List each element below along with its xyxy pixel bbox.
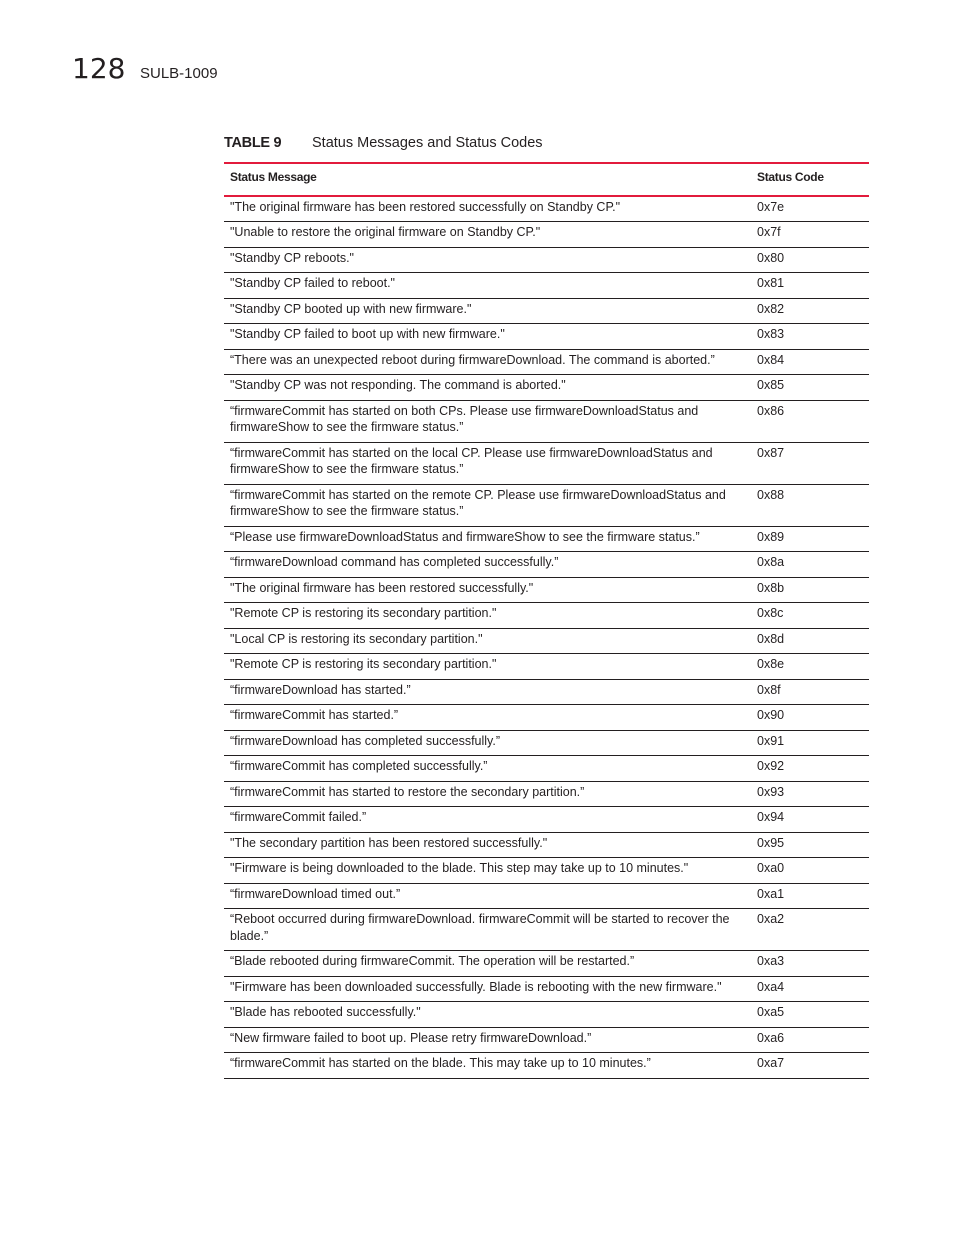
status-code-cell: 0x87 [751, 442, 869, 484]
table-row [224, 400, 869, 442]
status-message-cell: "Standby CP reboots." [224, 247, 751, 273]
column-header-status-message: Status Message [230, 170, 317, 184]
table-label: TABLE 9 [224, 135, 282, 151]
status-message-cell: “firmwareCommit has started on the blade. This may take up to 10 minutes.” [224, 1053, 751, 1079]
table-row [224, 552, 869, 578]
status-message-cell: "The original firmware has been restored successfully." [224, 577, 751, 603]
table-title: Status Messages and Status Codes [312, 135, 543, 151]
status-code-cell: 0x8a [751, 552, 869, 578]
status-code-cell: 0x93 [751, 781, 869, 807]
table-row [224, 858, 869, 884]
status-message-cell: “firmwareCommit has completed successfully.” [224, 756, 751, 782]
status-code-cell: 0x94 [751, 807, 869, 833]
status-code-cell: 0x91 [751, 730, 869, 756]
table-row [224, 883, 869, 909]
table-row [224, 577, 869, 603]
status-code-cell: 0x7f [751, 222, 869, 248]
table-row [224, 442, 869, 484]
status-message-cell: "Firmware is being downloaded to the blade. This step may take up to 10 minutes." [224, 858, 751, 884]
status-message-cell: “firmwareCommit has started to restore the secondary partition.” [224, 781, 751, 807]
status-message-cell: “Blade rebooted during firmwareCommit. The operation will be restarted.” [224, 951, 751, 977]
status-message-cell: "Local CP is restoring its secondary partition." [224, 628, 751, 654]
status-code-cell: 0x8d [751, 628, 869, 654]
status-message-cell: "Remote CP is restoring its secondary partition." [224, 654, 751, 680]
table-row [224, 781, 869, 807]
status-message-cell: "Firmware has been downloaded successfully. Blade is rebooting with the new firmware." [224, 976, 751, 1002]
table-row [224, 1027, 869, 1053]
table-row [224, 484, 869, 526]
table-row [224, 526, 869, 552]
table-row [224, 298, 869, 324]
status-message-cell: “firmwareDownload has started.” [224, 679, 751, 705]
table-body [224, 196, 869, 1079]
table-row [224, 247, 869, 273]
status-code-cell: 0x81 [751, 273, 869, 299]
status-code-cell: 0x8f [751, 679, 869, 705]
status-code-cell: 0x82 [751, 298, 869, 324]
status-message-cell: “firmwareCommit has started on both CPs. Please use firmwareDownloadStatus and firmwareShow to see the firmware status.” [224, 400, 751, 442]
table-row [224, 1053, 869, 1079]
status-code-cell: 0xa6 [751, 1027, 869, 1053]
status-code-cell: 0xa7 [751, 1053, 869, 1079]
status-code-cell: 0xa0 [751, 858, 869, 884]
status-code-cell: 0x86 [751, 400, 869, 442]
table-row [224, 273, 869, 299]
status-code-cell: 0x7e [751, 196, 869, 222]
status-message-cell: "Standby CP booted up with new firmware." [224, 298, 751, 324]
status-code-cell: 0xa5 [751, 1002, 869, 1028]
status-code-cell: 0x89 [751, 526, 869, 552]
table-row [224, 628, 869, 654]
table-row [224, 196, 869, 222]
status-message-cell: "Unable to restore the original firmware on Standby CP." [224, 222, 751, 248]
table-row [224, 375, 869, 401]
table-row [224, 654, 869, 680]
status-message-cell: “firmwareCommit has started on the local CP. Please use firmwareDownloadStatus and firmwareShow to see the firmware status.” [224, 442, 751, 484]
table-row [224, 222, 869, 248]
table-row [224, 756, 869, 782]
status-code-cell: 0x95 [751, 832, 869, 858]
status-message-cell: “firmwareDownload has completed successfully.” [224, 730, 751, 756]
status-code-cell: 0xa1 [751, 883, 869, 909]
status-code-cell: 0x92 [751, 756, 869, 782]
column-header-status-code: Status Code [757, 170, 824, 184]
status-message-cell: "Remote CP is restoring its secondary partition." [224, 603, 751, 629]
status-message-cell: "The original firmware has been restored successfully on Standby CP." [224, 196, 751, 222]
status-message-cell: “firmwareDownload timed out.” [224, 883, 751, 909]
status-message-cell: "Standby CP was not responding. The command is aborted." [224, 375, 751, 401]
status-message-cell: “There was an unexpected reboot during firmwareDownload. The command is aborted.” [224, 349, 751, 375]
status-message-cell: "Standby CP failed to boot up with new firmware." [224, 324, 751, 350]
status-code-cell: 0x8c [751, 603, 869, 629]
table-row [224, 705, 869, 731]
status-code-cell: 0x85 [751, 375, 869, 401]
table-caption [224, 135, 869, 151]
status-code-cell: 0x83 [751, 324, 869, 350]
table-header-row [224, 163, 869, 196]
table-row [224, 832, 869, 858]
status-code-cell: 0xa3 [751, 951, 869, 977]
status-code-cell: 0x8e [751, 654, 869, 680]
status-message-cell: "Blade has rebooted successfully." [224, 1002, 751, 1028]
table-row [224, 349, 869, 375]
status-message-cell: “Reboot occurred during firmwareDownload. firmwareCommit will be started to recover the blade.” [224, 909, 751, 951]
table-row [224, 679, 869, 705]
status-code-cell: 0x8b [751, 577, 869, 603]
status-message-cell: “Please use firmwareDownloadStatus and firmwareShow to see the firmware status.” [224, 526, 751, 552]
status-message-cell: “firmwareCommit failed.” [224, 807, 751, 833]
status-code-cell: 0x80 [751, 247, 869, 273]
status-message-cell: “firmwareDownload command has completed successfully.” [224, 552, 751, 578]
table-row [224, 324, 869, 350]
table-row [224, 1002, 869, 1028]
status-table [224, 162, 869, 1079]
table-row [224, 807, 869, 833]
table-row [224, 909, 869, 951]
status-message-cell: “New firmware failed to boot up. Please retry firmwareDownload.” [224, 1027, 751, 1053]
table-row [224, 730, 869, 756]
status-message-cell: "Standby CP failed to reboot." [224, 273, 751, 299]
table-row [224, 976, 869, 1002]
status-code-cell: 0x84 [751, 349, 869, 375]
table-row [224, 951, 869, 977]
status-code-cell: 0xa2 [751, 909, 869, 951]
status-message-cell: "The secondary partition has been restored successfully." [224, 832, 751, 858]
status-code-cell: 0x90 [751, 705, 869, 731]
status-message-cell: “firmwareCommit has started on the remote CP. Please use firmwareDownloadStatus and firmwareShow to see the firmware status.” [224, 484, 751, 526]
document-id: SULB-1009 [140, 65, 218, 82]
page-number: 128 [72, 52, 126, 85]
status-code-cell: 0xa4 [751, 976, 869, 1002]
status-message-cell: “firmwareCommit has started.” [224, 705, 751, 731]
status-code-cell: 0x88 [751, 484, 869, 526]
table-row [224, 603, 869, 629]
